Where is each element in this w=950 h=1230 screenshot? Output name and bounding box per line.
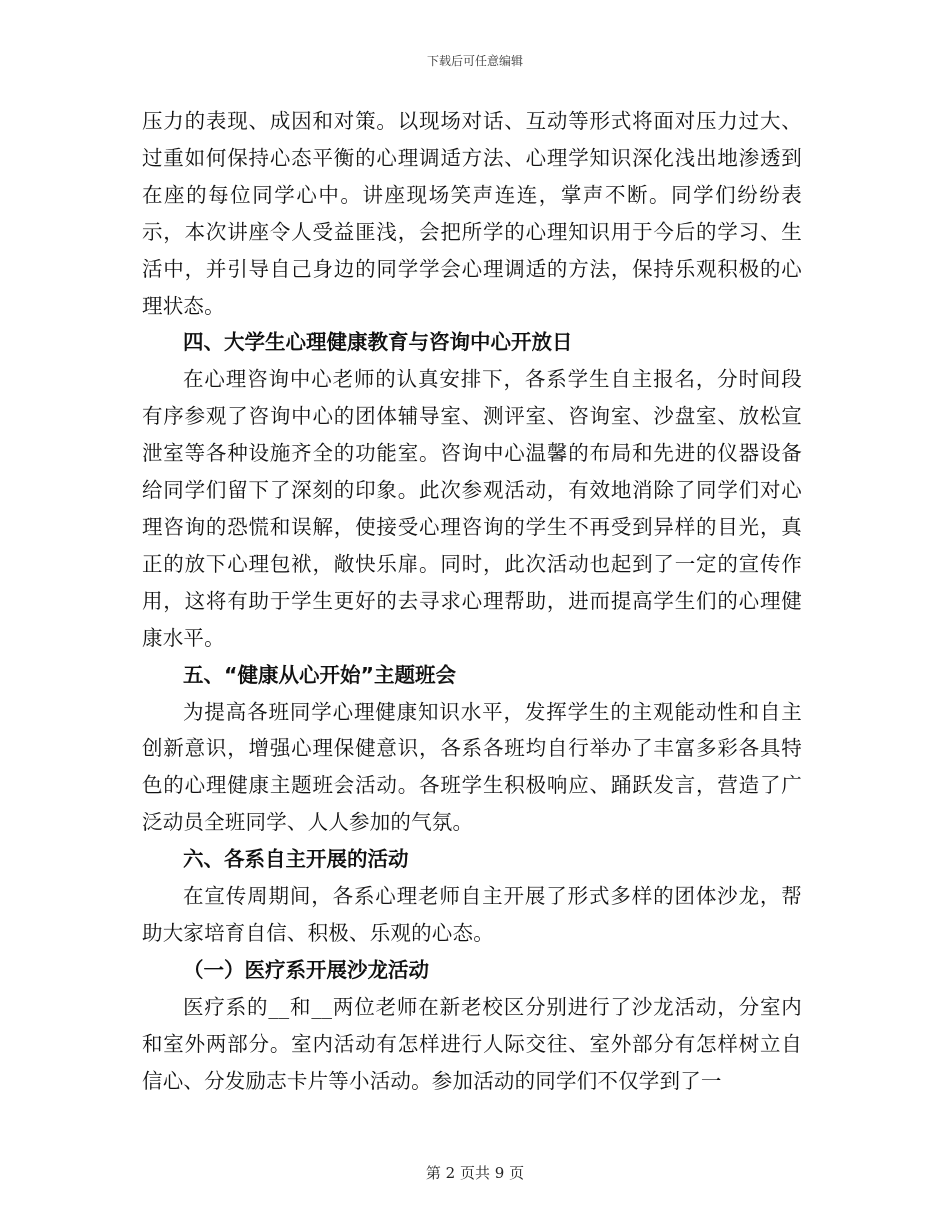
section-heading-department-activities: 六、各系自主开展的活动 <box>183 847 409 872</box>
section-heading-open-day: 四、大学生心理健康教育与咨询中心开放日 <box>183 330 573 355</box>
paragraph-medical-salon: 医疗系的__和__两位老师在新老校区分别进行了沙龙活动，分室内和室外两部分。室内活动有怎样进行人际交往、室外部分有怎样树立自信心、分发励志卡片等小活动。参加活动的同学们不仅学到了一 <box>142 994 802 1093</box>
page-footer: 第 2 页共 9 页 <box>425 1164 525 1182</box>
subsection-heading-medical-salon: （一）医疗系开展沙龙活动 <box>183 957 429 982</box>
paragraph-department-activities: 在宣传周期间，各系心理老师自主开展了形式多样的团体沙龙，帮助大家培育自信、积极、乐观的心态。 <box>142 884 802 945</box>
paragraph-open-day: 在心理咨询中心老师的认真安排下，各系学生自主报名，分时间段有序参观了咨询中心的团体辅导室、测评室、咨询室、沙盘室、放松宣泄室等各种设施齐全的功能室。咨询中心温馨的布局和先进的仪器设备给同学们留下了深刻的印象。此次参观活动，有效地消除了同学们对心理咨询的恐慌和误解，使接受心理咨询的学生不再受到异样的目光，真正的放下心理包袱，敞快乐扉。同时，此次活动也起到了一定的宣传作用，这将有助于学生更好的去寻求心理帮助，进而提高学生们的心理健康水平。 <box>142 367 802 650</box>
document-body <box>142 103 802 1099</box>
section-heading-class-meeting: 五、“健康从心开始”主题班会 <box>183 662 456 687</box>
paragraph-class-meeting: 为提高各班同学心理健康知识水平，发挥学生的主观能动性和自主创新意识，增强心理保健意识，各系各班均自行举办了丰富多彩各具特色的心理健康主题班会活动。各班学生积极响应、踊跃发言，营造了广泛动员全班同学、人人参加的气氛。 <box>142 699 802 835</box>
page-header: 下载后可任意编辑 <box>426 54 523 68</box>
paragraph-pressure: 压力的表现、成因和对策。以现场对话、互动等形式将面对压力过大、过重如何保持心态平衡的心理调适方法、心理学知识深化浅出地渗透到在座的每位同学心中。讲座现场笑声连连，掌声不断。同学们纷纷表示，本次讲座令人受益匪浅，会把所学的心理知识用于今后的学习、生活中，并引导自己身边的同学学会心理调适的方法，保持乐观积极的心理状态。 <box>142 109 802 318</box>
